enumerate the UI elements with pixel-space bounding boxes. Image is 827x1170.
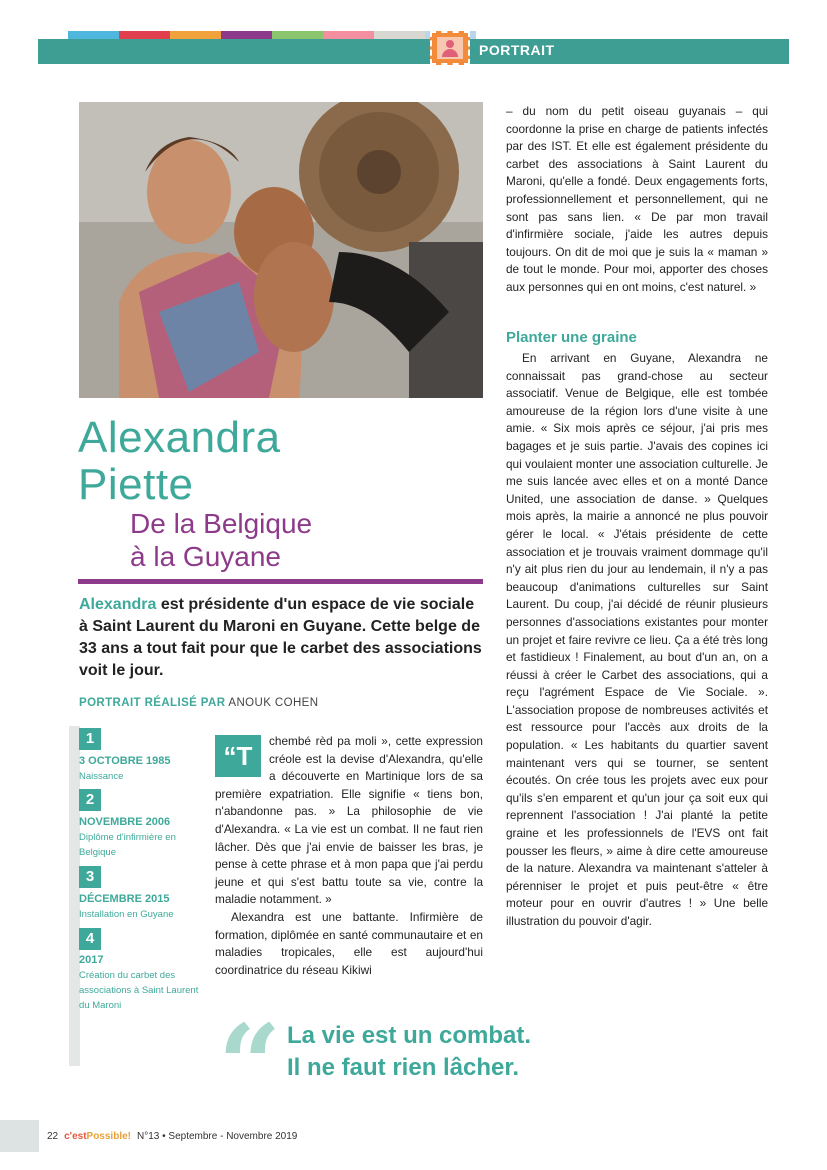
body-column-right-bottom	[506, 350, 768, 931]
byline	[79, 697, 318, 709]
timeline-date: NOVEMBRE 2006	[79, 816, 171, 828]
timeline-date: DÉCEMBRE 2015	[79, 893, 170, 905]
title-first-name: Alexandra	[78, 413, 281, 462]
timeline-number: 4	[79, 928, 101, 950]
strip-segment	[374, 31, 425, 39]
section-label: PORTRAIT	[479, 42, 555, 58]
lead-paragraph	[79, 594, 483, 682]
strip-segment	[68, 31, 119, 39]
timeline-number: 2	[79, 789, 101, 811]
byline-label: PORTRAIT RÉALISÉ PAR	[79, 697, 226, 709]
strip-segment	[119, 31, 170, 39]
subtitle-line-2: à la Guyane	[130, 541, 281, 572]
pull-quote-line-2: Il ne faut rien lâcher.	[287, 1054, 520, 1081]
body-paragraph: chembé rèd pa moli », cette expression créole est la devise d'Alexandra, qu'elle a découverte en Martinique lors de sa première expatriation. Elle signifie « tiens bon, n'abandonne pas. » La philosophie de vie d'Alexandra. « La vie est un combat. Il ne faut rien lâcher. Dès que j'ai envie de baisser les bras, je pense à cette phrase et à mon papa que j'ai perdu jeune et qui s'est battu toute sa vie, contre la maladie notamment. »	[215, 734, 483, 907]
portrait-photo	[79, 102, 483, 398]
timeline-number: 1	[79, 728, 101, 750]
timeline-desc: Diplôme d'infirmière en Belgique	[79, 832, 176, 858]
quote-mark-icon: “	[218, 1000, 282, 1129]
timeline-desc: Création du carbet des associations à Saint Laurent du Maroni	[79, 970, 199, 1011]
color-strip	[68, 31, 476, 39]
body-paragraph: – du nom du petit oiseau guyanais – qui coordonne la prise en charge de patients infectés par des IST. Et elle est également présidente du carbet des associations à Saint Laurent du Maroni, qu'elle a fondé. Deux engagements forts, professionnellement et personnellement, qui ne sont pas sans lien. « De par mon travail d'infirmière sociale, j'aide les autres depuis toujours. On dit de moi que je suis la « maman » de tout le monde. Pour moi, apporter des choses aux personnes qui en ont moins, c'est naturel. »	[506, 104, 768, 294]
lead-name: Alexandra	[79, 596, 157, 613]
magazine-logo	[64, 1131, 131, 1142]
byline-author: ANOUK COHEN	[225, 697, 319, 709]
magazine-logo-a: c'est	[64, 1131, 87, 1142]
timeline-date: 3 OCTOBRE 1985	[79, 755, 171, 767]
strip-segment	[323, 31, 374, 39]
page-number: 22	[47, 1131, 59, 1142]
strip-segment	[221, 31, 272, 39]
magazine-logo-b: Possible!	[86, 1131, 131, 1142]
portrait-icon	[430, 31, 470, 65]
body-paragraph: En arrivant en Guyane, Alexandra ne connaissait pas grand-chose au secteur associatif. Venue de Belgique, elle est tombée amoureuse de la région lors d'une visite à une amie. « Six mois après ce séjour, j'ai pris mes bagages et je suis partie. J'avais des copines ici qui voulaient monter une association culturelle. Je me suis lancée avec elles et on a monté Dance United, une association de danse. » Quelques mois après, la mairie a annoncé ne plus pouvoir gérer le local. « J'étais présidente de cette association et je trouvais vraiment dommage qu'il n'y ait plus rien du jour au lendemain, il n'y a pas beaucoup d'animations culturelles sur Saint Laurent. Du coup, j'ai décidé de réunir plusieurs personnes d'associations existantes pour monter un projet et faire revivre ce lieu. Ça a été très long et fastidieux ! Finalement, au bout d'un an, on a réussi à créer le Carbet des associations, qui a reçu l'agrément Espace de Vie Sociale. ». L'association propose de nombreuses activités et est ressource pour l'accès aux droits de la population. « Les habitants du quartier savent maintenant vers qui se tourner, se sentent écoutés. On crée tous les projets avec eux pour qu'ils s'en emparent et qu'un jour ça soit eux qui reprennent l'association ! J'ai planté la petite graine et les professionnels de l'EVS ont fait pousser les fleurs, » aime à dire cette amoureuse de la nature. Alexandra va maintenant s'atteler à pérenniser le projet et puis peut-être « être moteur pour en ouvrir d'autres ! » Une belle illustration du pouvoir d'agir.	[506, 351, 768, 928]
body-column-right-top	[506, 103, 768, 297]
body-paragraph: Alexandra est une battante. Infirmière de formation, diplômée en santé communautaire et en maladies tropicales, elle est aujourd'hui coordinatrice du réseau Kikiwi	[215, 909, 483, 977]
timeline-number: 3	[79, 866, 101, 888]
dropcap: “T	[215, 735, 261, 777]
timeline-desc: Installation en Guyane	[79, 909, 174, 920]
section-heading: Planter une graine	[506, 329, 637, 346]
subtitle-line-1: De la Belgique	[130, 508, 313, 539]
timeline-date: 2017	[79, 954, 104, 966]
footer-block	[0, 1120, 39, 1152]
lead-text: est présidente d'un espace de vie sociale à Saint Laurent du Maroni en Guyane. Cette belge de 33 ans a tout fait pour que le carbet des associations voit le jour.	[79, 596, 482, 679]
title-rule	[78, 579, 483, 584]
timeline-desc: Naissance	[79, 771, 124, 782]
issue-info: N°13 • Septembre - Novembre 2019	[137, 1131, 298, 1142]
strip-segment	[170, 31, 221, 39]
header-bar	[38, 39, 789, 64]
strip-segment	[272, 31, 323, 39]
title-last-name: Piette	[78, 460, 194, 509]
body-column-middle	[215, 733, 483, 979]
footer	[47, 1131, 297, 1142]
pull-quote-line-1: La vie est un combat.	[287, 1022, 532, 1049]
